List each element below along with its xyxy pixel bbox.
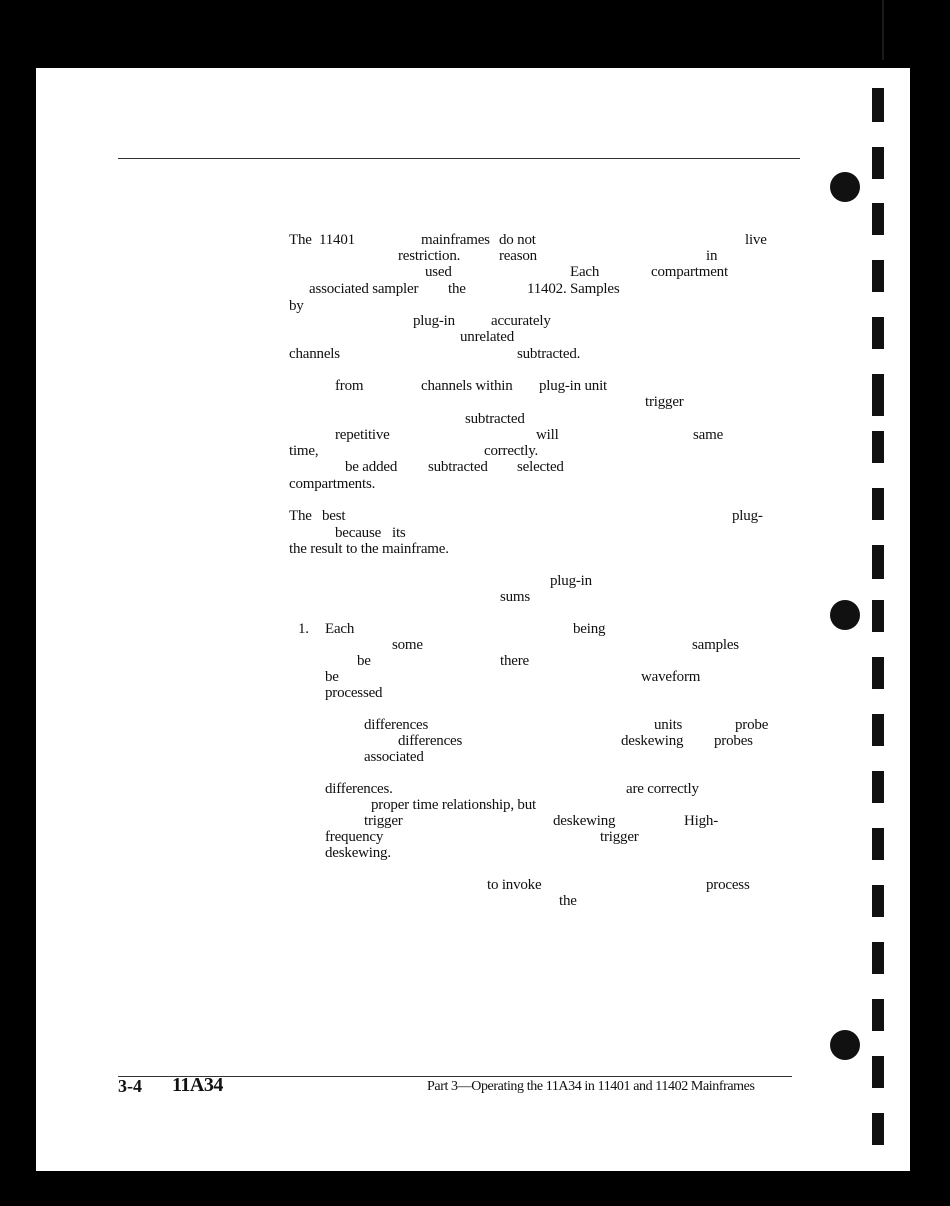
text-fragment: there — [500, 653, 529, 669]
binder-tab — [872, 771, 884, 803]
binder-tab — [872, 828, 884, 860]
punch-hole — [830, 600, 860, 630]
text-fragment: probe — [735, 717, 769, 733]
text-fragment: 11402. Samples — [527, 281, 620, 297]
binder-tab — [872, 317, 884, 349]
text-fragment: by — [289, 298, 304, 314]
text-fragment: plug-in — [550, 573, 592, 589]
text-fragment: deskewing — [553, 813, 616, 829]
text-fragment: associated sampler — [309, 281, 419, 297]
text-fragment: from — [335, 378, 364, 394]
text-fragment: plug- — [732, 508, 763, 524]
binder-tab — [872, 88, 884, 122]
text-fragment: time, — [289, 443, 319, 459]
text-fragment: used — [425, 264, 452, 280]
text-fragment: compartment — [651, 264, 728, 280]
text-fragment: compartments. — [289, 476, 376, 492]
text-fragment: probes — [714, 733, 753, 749]
footer-part-title: Part 3—Operating the 11A34 in 11401 and 11402 Mainframes — [427, 1079, 755, 1094]
text-fragment: trigger — [600, 829, 639, 845]
text-fragment: frequency — [325, 829, 384, 845]
text-fragment: 11401 — [319, 232, 355, 248]
text-fragment: proper time relationship, but — [371, 797, 536, 813]
text-fragment: subtracted — [465, 411, 525, 427]
text-fragment: plug-in — [413, 313, 455, 329]
text-fragment: waveform — [641, 669, 701, 685]
binder-tab — [872, 714, 884, 746]
text-fragment: mainframes — [421, 232, 490, 248]
text-fragment: trigger — [645, 394, 684, 410]
text-fragment: channels within — [421, 378, 513, 394]
text-fragment: be added — [345, 459, 398, 475]
binder-tab — [872, 657, 884, 689]
text-fragment: selected — [517, 459, 564, 475]
text-fragment: differences — [398, 733, 463, 749]
binder-tab — [872, 203, 884, 235]
text-fragment: Each — [325, 621, 355, 637]
text-fragment: The — [289, 508, 312, 524]
text-fragment: are correctly — [626, 781, 699, 797]
text-fragment: will — [536, 427, 559, 443]
binder-tab — [872, 374, 884, 416]
text-fragment: unrelated — [460, 329, 515, 345]
punch-hole — [830, 172, 860, 202]
binder-tab — [872, 1113, 884, 1145]
text-fragment: The — [289, 232, 312, 248]
text-fragment: differences — [364, 717, 429, 733]
text-fragment: plug-in unit — [539, 378, 608, 394]
text-fragment: units — [654, 717, 683, 733]
text-fragment: repetitive — [335, 427, 390, 443]
text-fragment: process — [706, 877, 750, 893]
text-fragment: correctly. — [484, 443, 539, 459]
binder-tab — [872, 431, 884, 463]
text-fragment: accurately — [491, 313, 551, 329]
binder-tab — [872, 942, 884, 974]
text-fragment: reason — [499, 248, 537, 264]
text-fragment: the result to the mainframe. — [289, 541, 449, 557]
binder-tab — [872, 1056, 884, 1088]
text-fragment: 1. — [298, 621, 309, 637]
text-fragment: its — [392, 525, 406, 541]
text-fragment: deskewing. — [325, 845, 391, 861]
text-fragment: be — [357, 653, 371, 669]
binder-tab — [872, 600, 884, 632]
text-fragment: subtracted. — [517, 346, 581, 362]
text-fragment: associated — [364, 749, 424, 765]
text-fragment: to invoke — [487, 877, 542, 893]
text-fragment: being — [573, 621, 606, 637]
text-fragment: be — [325, 669, 339, 685]
text-fragment: sums — [500, 589, 531, 605]
text-fragment: samples — [692, 637, 739, 653]
text-fragment: in — [706, 248, 718, 264]
scan-edge-mark — [882, 0, 884, 60]
text-fragment: do not — [499, 232, 536, 248]
header-rule — [118, 158, 800, 159]
binder-tab — [872, 260, 884, 292]
footer-page-number: 3-4 — [118, 1076, 142, 1096]
binder-tab — [872, 999, 884, 1031]
text-fragment: differences. — [325, 781, 393, 797]
text-fragment: some — [392, 637, 423, 653]
text-fragment: channels — [289, 346, 340, 362]
text-fragment: the — [448, 281, 466, 297]
text-fragment: processed — [325, 685, 383, 701]
text-fragment: trigger — [364, 813, 403, 829]
text-fragment: the — [559, 893, 577, 909]
binder-tab — [872, 885, 884, 917]
text-fragment: subtracted — [428, 459, 488, 475]
text-fragment: because — [335, 525, 382, 541]
text-fragment: High- — [684, 813, 718, 829]
binder-tab — [872, 488, 884, 520]
text-fragment: Each — [570, 264, 600, 280]
text-fragment: live — [745, 232, 767, 248]
binder-tab — [872, 147, 884, 179]
punch-hole — [830, 1030, 860, 1060]
text-fragment: same — [693, 427, 724, 443]
text-fragment: best — [322, 508, 346, 524]
binder-tab — [872, 545, 884, 579]
text-fragment: restriction. — [398, 248, 461, 264]
footer-model: 11A34 — [172, 1074, 223, 1096]
text-fragment: deskewing — [621, 733, 684, 749]
